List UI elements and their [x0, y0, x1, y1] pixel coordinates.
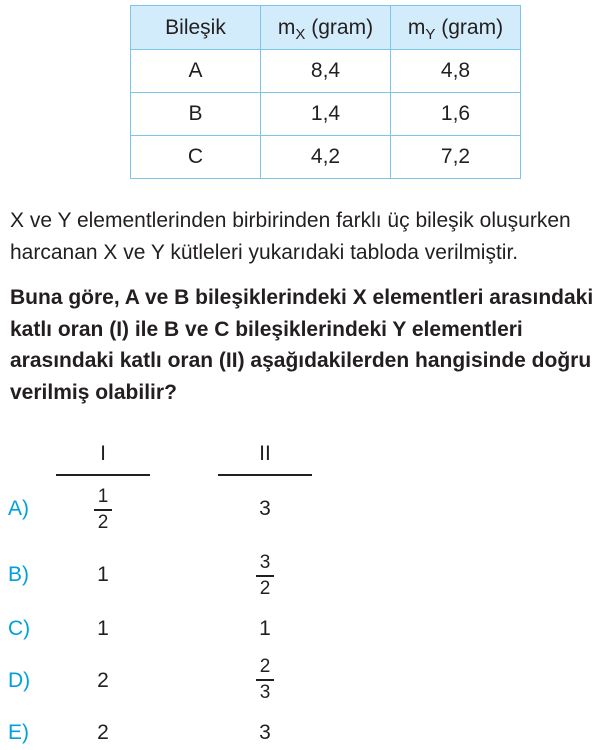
option-b-ii-fraction — [235, 552, 295, 600]
column-ii-underline — [218, 474, 312, 476]
option-c-ii-value: 1 — [259, 617, 271, 640]
option-d-label[interactable]: D) — [8, 669, 31, 692]
cell-mx: 4,2 — [261, 136, 391, 179]
cell-mx: 1,4 — [261, 93, 391, 136]
column-header-i: I — [100, 442, 106, 465]
header-my-unit: (gram) — [435, 15, 504, 39]
header-my — [391, 6, 521, 50]
header-my-sub: Y — [425, 25, 436, 43]
cell-my: 7,2 — [391, 136, 521, 179]
fraction-bar — [256, 575, 274, 577]
column-header-ii: II — [259, 442, 271, 465]
option-e-label[interactable]: E) — [8, 721, 29, 744]
fraction-bar — [256, 679, 274, 681]
option-b-label[interactable]: B) — [8, 563, 29, 586]
table-row — [131, 50, 521, 93]
cell-my: 4,8 — [391, 50, 521, 93]
fraction-numerator: 2 — [259, 656, 271, 677]
option-d-ii-fraction — [235, 656, 295, 704]
mass-table — [130, 5, 521, 179]
question-text: Buna göre, A ve B bileşiklerindeki X elementleri arasındaki katlı oran (I) ile B ve C bileşiklerindeki Y elementleri arasındaki katlı oran (II) aşağıdakilerden hangisinde doğru verilmiş olabilir? — [10, 286, 594, 404]
cell-my: 1,6 — [391, 93, 521, 136]
option-b-i-value: 1 — [97, 563, 109, 586]
option-a-i-fraction — [73, 486, 133, 534]
option-a-label[interactable]: A) — [8, 497, 29, 520]
option-a-ii-value: 3 — [259, 497, 271, 520]
header-compound: Bileşik — [131, 6, 261, 50]
header-mx-sub: X — [295, 25, 306, 43]
header-mx — [261, 6, 391, 50]
option-e-ii-value: 3 — [259, 721, 271, 744]
fraction-denominator: 2 — [259, 577, 271, 599]
column-i-underline — [56, 474, 150, 476]
fraction-numerator: 3 — [259, 552, 271, 573]
fraction-denominator: 2 — [97, 511, 109, 533]
fraction-bar — [94, 509, 112, 511]
header-mx-unit: (gram) — [305, 15, 374, 39]
cell-compound: A — [131, 50, 261, 93]
table-row — [131, 93, 521, 136]
fraction-denominator: 3 — [259, 681, 271, 703]
table-header-row — [131, 6, 521, 50]
table-row — [131, 136, 521, 179]
option-c-label[interactable]: C) — [8, 617, 31, 640]
header-my-base: m — [407, 15, 426, 39]
option-d-i-value: 2 — [97, 669, 109, 692]
cell-mx: 8,4 — [261, 50, 391, 93]
header-mx-base: m — [277, 15, 296, 39]
cell-compound: B — [131, 93, 261, 136]
option-e-i-value: 2 — [97, 721, 109, 744]
fraction-numerator: 1 — [97, 486, 109, 507]
option-c-i-value: 1 — [97, 617, 109, 640]
cell-compound: C — [131, 136, 261, 179]
intro-text: X ve Y elementlerinden birbirinden farklı üç bileşik oluşurken harcanan X ve Y kütleleri yukarıdaki tabloda verilmiştir. — [10, 209, 571, 264]
